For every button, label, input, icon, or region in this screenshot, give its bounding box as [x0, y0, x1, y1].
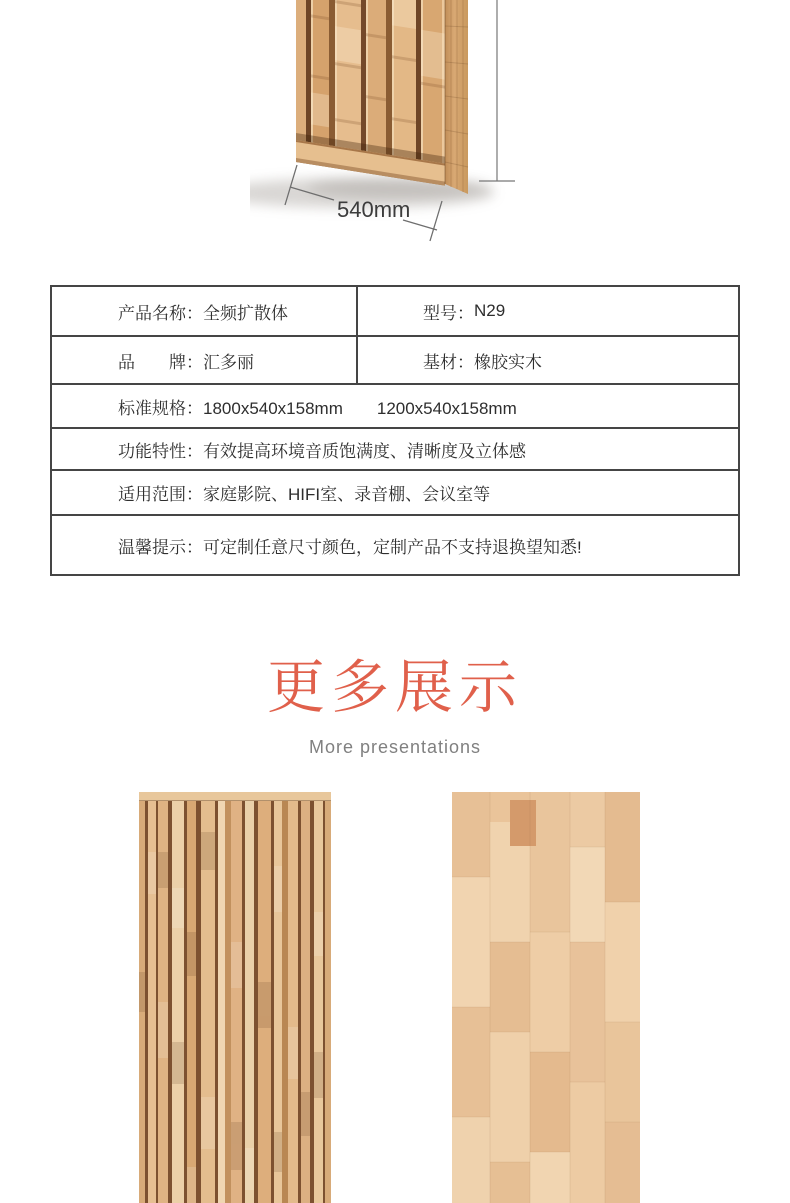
spec-cell-product-name — [52, 287, 358, 335]
spec-table — [50, 285, 740, 576]
spec-value: N29 — [474, 301, 506, 320]
spec-value: 橡胶实木 — [474, 352, 542, 372]
diffuser-product-photo — [250, 0, 530, 245]
spec-label: 品 牌： — [118, 352, 203, 372]
spec-row-product-name-model — [52, 287, 738, 335]
spec-value: 汇多丽 — [203, 352, 254, 372]
more-section-title: 更多展示 — [266, 655, 523, 720]
diffuser-front-face — [296, 0, 445, 186]
spec-row-notice — [52, 514, 738, 574]
spec-label: 产品名称： — [118, 303, 203, 323]
spec-value: 可定制任意尺寸颜色，定制产品不支持退换望知悉! — [203, 537, 582, 557]
spec-cell-applications — [52, 471, 738, 514]
spec-cell-notice — [52, 516, 738, 574]
spec-cell-base-material — [358, 337, 738, 383]
more-section-header — [0, 640, 790, 758]
spec-cell-brand — [52, 337, 358, 383]
spec-label: 型号： — [423, 303, 474, 323]
spec-cell-standard-size — [52, 385, 738, 427]
diffuser-side-panel — [445, 0, 468, 194]
spec-cell-model — [358, 287, 738, 335]
spec-label: 基材： — [423, 352, 474, 372]
more-section-subtitle: More presentations — [308, 737, 482, 757]
spec-label: 标准规格： — [118, 398, 203, 418]
spec-value: 家庭影院、HIFI室、录音棚、会议室等 — [203, 485, 491, 504]
spec-row-standard-size — [52, 383, 738, 427]
width-dimension-label: 540mm — [337, 197, 411, 222]
gallery-image-diffuser-front — [139, 792, 331, 1203]
spec-value: 有效提高环境音质饱满度、清晰度及立体感 — [203, 441, 526, 461]
spec-label: 适用范围： — [118, 485, 203, 504]
spec-row-applications — [52, 469, 738, 514]
spec-label: 温馨提示： — [118, 537, 203, 557]
spec-label: 功能特性： — [118, 441, 203, 461]
spec-value: 1800x540x158mm 1200x540x158mm — [203, 398, 517, 418]
gallery-image-wood-board — [452, 792, 640, 1203]
spec-cell-features — [52, 429, 738, 469]
spec-row-brand-material — [52, 335, 738, 383]
height-dimension-line — [479, 0, 515, 181]
spec-value: 全频扩散体 — [203, 303, 288, 323]
spec-row-features — [52, 427, 738, 469]
